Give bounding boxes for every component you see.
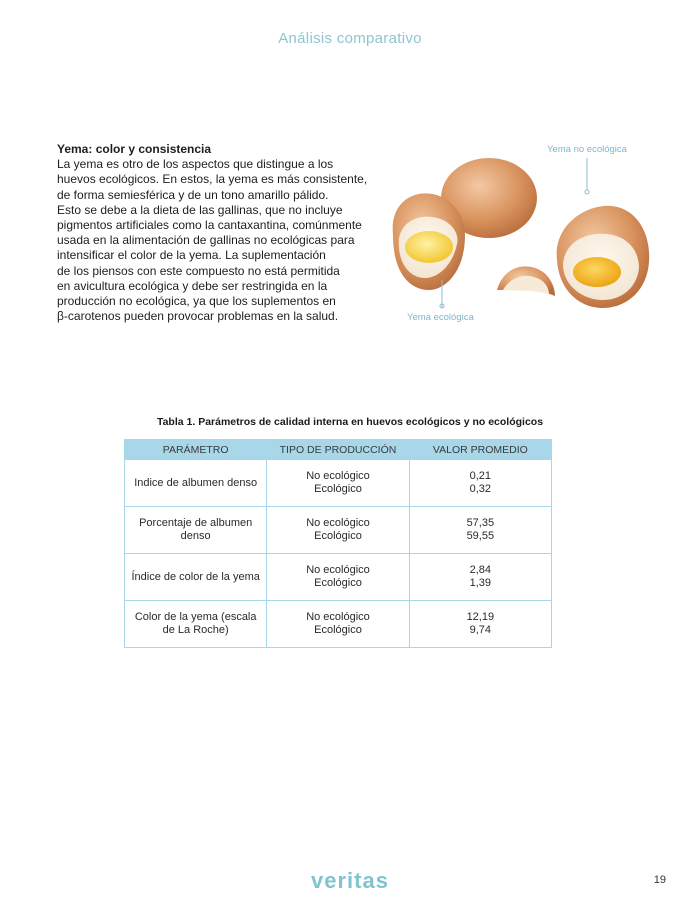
veritas-logo: veritas [311,868,389,893]
label-yema-ecologica: Yema ecológica [407,312,474,323]
body-text-line: usada en la alimentación de gallinas no ecológicas para [57,233,355,248]
value-cell [409,601,551,648]
table-header-row [125,440,552,460]
body-text-line: en avicultura ecológica y debe ser restringida en la [57,278,328,293]
body-text-line: producción no ecológica, ya que los suplementos en [57,294,336,309]
average-value: 2,84 [469,564,492,576]
body-text-line: Esto se debe a la dieta de las gallinas, que no incluye [57,202,343,217]
type-value: Ecológico [314,483,362,495]
intro-section [57,142,367,324]
body-text-line: intensificar el color de la yema. La suplementación [57,248,326,263]
type-cell [267,460,409,507]
average-value: 12,19 [466,611,495,623]
body-text-line: β-carotenos pueden provocar problemas en la salud. [57,309,339,324]
value-cell [409,507,551,554]
average-value: 0,32 [469,483,492,495]
quality-parameters-table [124,439,552,648]
body-text-line: de los piensos con este compuesto no está permitida [57,263,340,278]
param-cell: Indice de albumen denso [125,460,267,507]
table-row [125,601,552,648]
type-cell [267,507,409,554]
type-value: Ecológico [314,530,362,542]
param-cell: Color de la yema (escala de La Roche) [125,601,267,648]
table-row [125,554,552,601]
label-yema-no-ecologica: Yema no ecológica [547,144,627,155]
average-value: 1,39 [469,577,492,589]
header-parametro: PARÁMETRO [125,440,267,460]
type-value: No ecológico [306,611,370,623]
header-valor-promedio: VALOR PROMEDIO [409,440,551,460]
value-cell [409,554,551,601]
type-value: No ecológico [306,517,370,529]
body-text-line: La yema es otro de los aspectos que distingue a los [57,157,334,172]
type-value: Ecológico [314,577,362,589]
header-tipo-produccion: TIPO DE PRODUCCIÓN [267,440,409,460]
value-cell [409,460,551,507]
deep-yolk [573,257,621,287]
type-value: No ecológico [306,470,370,482]
table-caption: Tabla 1. Parámetros de calidad interna en huevos ecológicos y no ecológicos [156,416,544,428]
average-value: 59,55 [466,530,495,542]
type-value: No ecológico [306,564,370,576]
body-text-line: pigmentos artificiales como la cantaxantina, comúnmente [57,218,362,233]
section-title: Yema: color y consistencia [57,142,212,156]
average-value: 0,21 [469,470,492,482]
type-cell [267,554,409,601]
pale-yolk [405,231,453,263]
page-number: 19 [653,874,666,886]
param-cell: Porcentaje de albumen denso [125,507,267,554]
eggs-illustration [385,140,665,330]
table-row [125,460,552,507]
param-cell: Índice de color de la yema [125,554,267,601]
average-value: 57,35 [466,517,495,529]
page-header-title: Análisis comparativo [278,30,422,47]
body-text-line: de forma semiesférica y de un tono amarillo pálido. [57,187,329,202]
type-cell [267,601,409,648]
table-row [125,507,552,554]
body-text-line: huevos ecológicos. En estos, la yema es más consistente, [57,172,368,187]
type-value: Ecológico [314,624,362,636]
average-value: 9,74 [469,624,492,636]
